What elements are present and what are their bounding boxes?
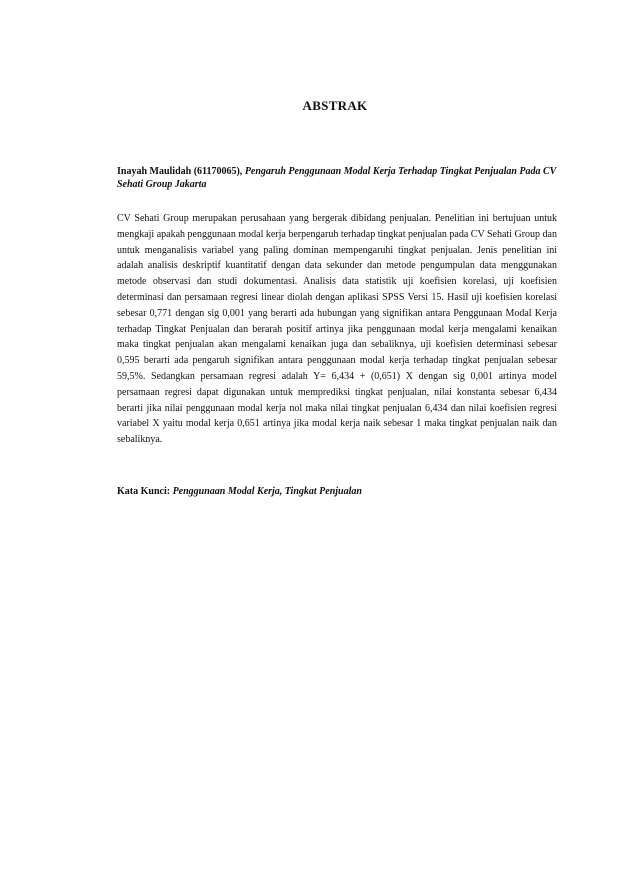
author-name: Inayah Maulidah (61170065), [117,166,243,177]
keywords-values: Penggunaan Modal Kerja, Tingkat Penjualan [172,486,362,497]
keywords [117,485,557,498]
abstract-paragraph: CV Sehati Group merupakan perusahaan yang bergerak dibidang penjualan. Penelitian ini bertujuan untuk mengkaji apakah penggunaan modal kerja berpengaruh terhadap tingkat penjualan pada CV Sehati Group dan untuk menganalisis variabel yang paling dominan mempengaruhi tingkat penjualan. Jenis penelitian ini adalah analisis deskriptif kuantitatif dengan data sekunder dan metode pengumpulan data menggunakan metode observasi dan studi dokumentasi. Analisis data statistik uji koefisien korelasi, uji koefisien determinasi dan persamaan regresi linear diolah dengan aplikasi SPSS Versi 15. Hasil uji koefisien korelasi sebesar 0,771 dengan sig 0,001 yang berarti ada hubungan yang signifikan antara Penggunaan Modal Kerja terhadap Tingkat Penjualan dan berarah positif artinya jika penggunaan modal kerja mengalami kenaikan maka tingkat penjualan akan mengalami kenaikan juga dan sebaliknya, uji koefisien determinasi sebesar 0,595 berarti ada pengaruh signifikan antara penggunaan modal kerja terhadap tingkat penjualan sebesar 59,5%. Sedangkan persamaan regresi adalah Y= 6,434 + (0,651) X dengan sig 0,001 artinya model persamaan regresi dapat digunakan untuk memprediksi tingkat penjualan, nilai konstanta sebesar 6,434 berarti jika nilai penggunaan modal kerja nol maka nilai tingkat penjualan 6,434 dan nilai koefisien regresi variabel X yaitu modal kerja 0,651 artinya jika modal kerja naik sebesar 1 maka tingkat penjualan naik dan sebaliknya. [117,213,557,446]
abstract-title: ABSTRAK [302,98,368,113]
keywords-label: Kata Kunci: [117,486,171,497]
abstract-body [117,211,557,448]
thesis-title: Pengaruh Penggunaan Modal Kerja Terhadap Tingkat Penjualan Pada CV Sehati Group Jakarta [117,166,557,190]
author-and-thesis-title [117,165,557,191]
